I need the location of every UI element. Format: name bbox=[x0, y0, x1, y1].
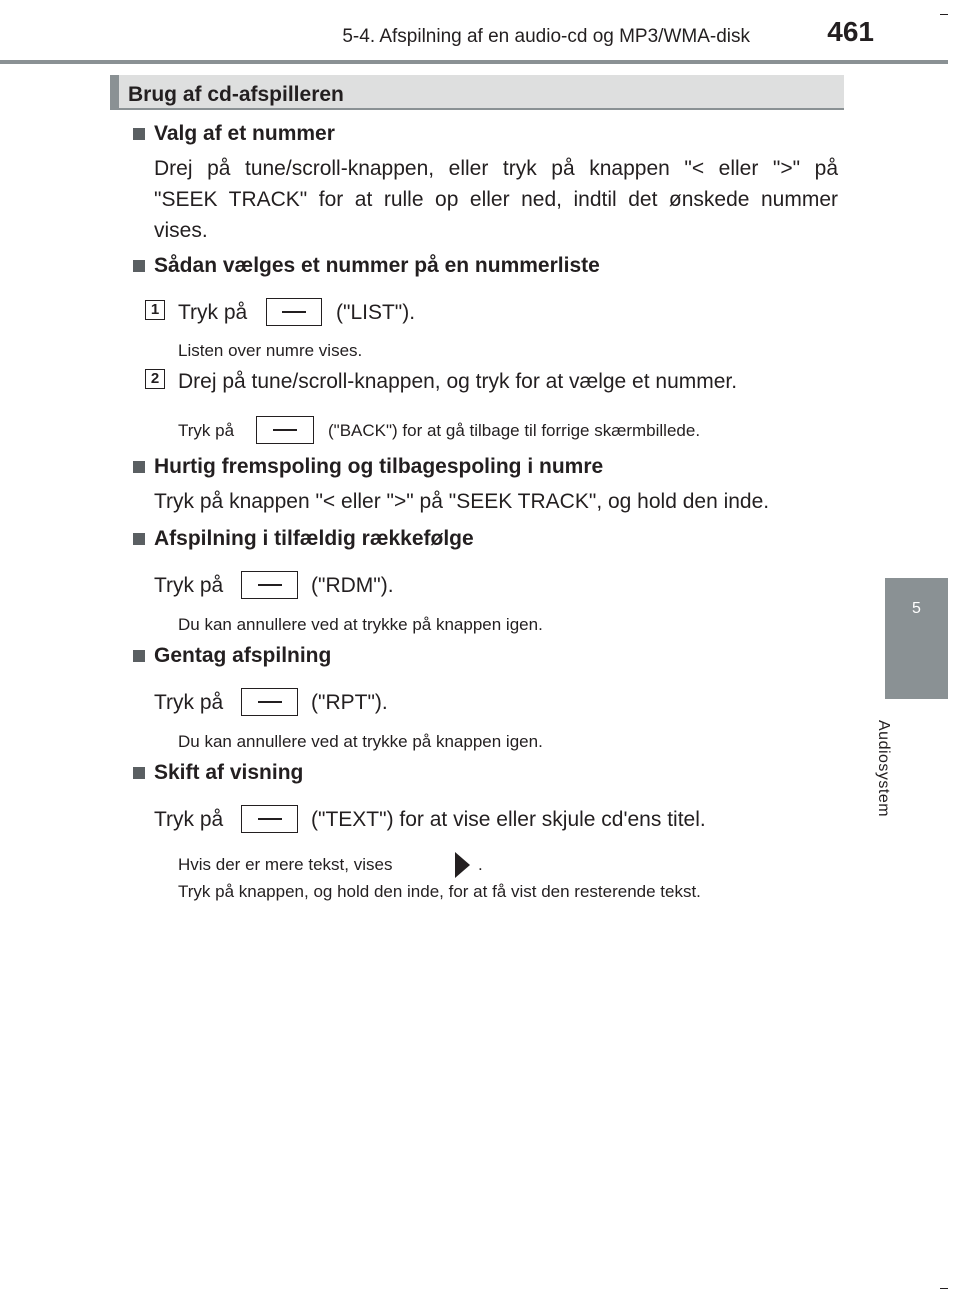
step-note-before: Tryk på bbox=[178, 421, 235, 440]
square-bullet-icon bbox=[133, 461, 145, 473]
body-line: vises. bbox=[154, 219, 208, 242]
square-bullet-icon bbox=[133, 260, 145, 272]
chapter-number: 5 bbox=[912, 600, 921, 617]
rdm-screen-button-icon bbox=[241, 571, 298, 599]
note-text: Tryk på knappen, og hold den inde, for at få vist den resterende tekst. bbox=[178, 882, 701, 901]
text-screen-button-icon bbox=[241, 805, 298, 833]
body-text-before: Tryk på bbox=[154, 574, 224, 597]
header-divider bbox=[0, 60, 948, 64]
body-text-after: ("TEXT") for at vise eller skjule cd'ens titel. bbox=[311, 808, 706, 831]
note-text-before: Hvis der er mere tekst, vises bbox=[178, 855, 393, 874]
step-text-after: ("LIST"). bbox=[336, 301, 416, 324]
heading-display: Skift af visning bbox=[154, 761, 304, 784]
page-number: 461 bbox=[827, 16, 874, 47]
heading-fast-forward: Hurtig fremspoling og tilbagespoling i numre bbox=[154, 455, 604, 478]
body-text-before: Tryk på bbox=[154, 691, 224, 714]
right-arrow-icon bbox=[455, 852, 470, 878]
step-number-box: 1 bbox=[145, 300, 165, 320]
list-screen-button-icon bbox=[266, 298, 322, 326]
heading-track-list: Sådan vælges et nummer på en nummerliste bbox=[154, 254, 600, 277]
note-text: Du kan annullere ved at trykke på knappen igen. bbox=[178, 615, 543, 634]
step-text-before: Tryk på bbox=[178, 301, 248, 324]
body-text-after: ("RPT"). bbox=[311, 691, 388, 714]
rpt-screen-button-icon bbox=[241, 688, 298, 716]
square-bullet-icon bbox=[133, 128, 145, 140]
heading-repeat: Gentag afspilning bbox=[154, 644, 332, 667]
section-title: Brug af cd-afspilleren bbox=[128, 83, 344, 106]
chapter-label: Audiosystem bbox=[875, 720, 892, 818]
header-section-title: 5-4. Afspilning af en audio-cd og MP3/WMA-disk bbox=[342, 26, 750, 47]
heading-random: Afspilning i tilfældig rækkefølge bbox=[154, 527, 474, 550]
square-bullet-icon bbox=[133, 650, 145, 662]
note-text-after: . bbox=[478, 855, 483, 874]
crop-mark bbox=[940, 1288, 948, 1289]
body-line: Drej på tune/scroll-knappen, eller tryk på knappen "< eller ">" på bbox=[154, 157, 838, 180]
heading-select-track: Valg af et nummer bbox=[154, 122, 335, 145]
body-text-before: Tryk på bbox=[154, 808, 224, 831]
step-text: Drej på tune/scroll-knappen, og tryk for at vælge et nummer. bbox=[178, 370, 738, 393]
body-line: "SEEK TRACK" for at rulle op eller ned, indtil det ønskede nummer bbox=[154, 188, 838, 211]
back-screen-button-icon bbox=[256, 416, 314, 444]
square-bullet-icon bbox=[133, 767, 145, 779]
step-note-after: ("BACK") for at gå tilbage til forrige skærmbillede. bbox=[328, 421, 701, 440]
body-text: Tryk på knappen "< eller ">" på "SEEK TRACK", og hold den inde. bbox=[154, 490, 770, 513]
step-note: Listen over numre vises. bbox=[178, 341, 363, 360]
step-number-box: 2 bbox=[145, 369, 165, 389]
square-bullet-icon bbox=[133, 533, 145, 545]
note-text: Du kan annullere ved at trykke på knappen igen. bbox=[178, 732, 543, 751]
chapter-label-container bbox=[874, 720, 934, 840]
crop-mark bbox=[940, 14, 948, 15]
body-text-after: ("RDM"). bbox=[311, 574, 394, 597]
chapter-tab bbox=[885, 578, 948, 699]
